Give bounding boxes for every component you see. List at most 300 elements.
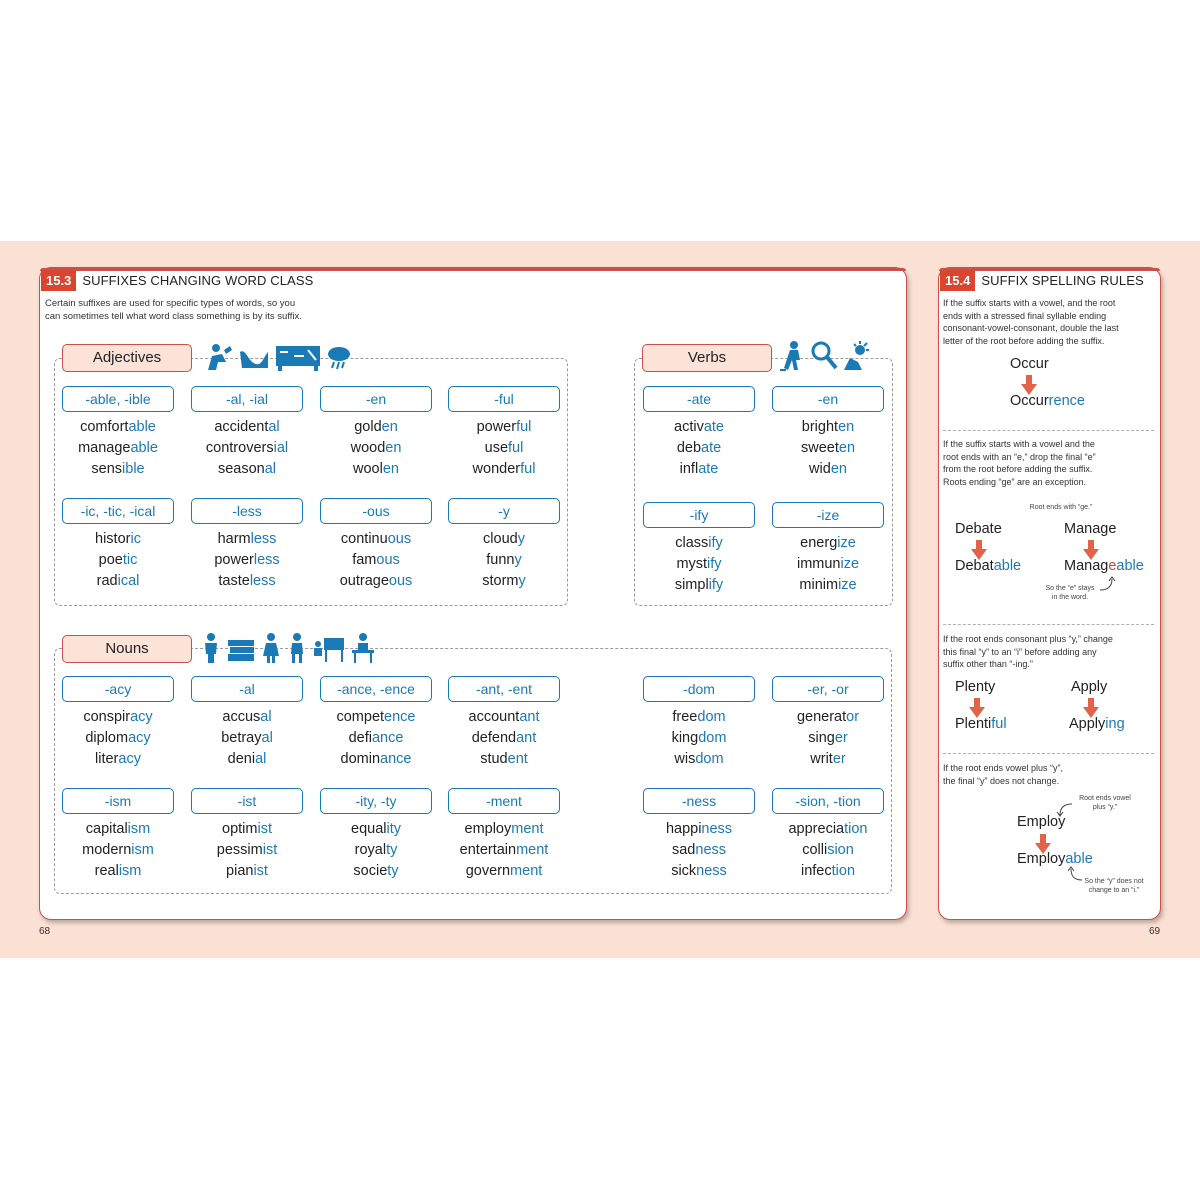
example-word bbox=[54, 707, 182, 728]
word-suffix: able bbox=[130, 440, 158, 456]
down-arrow-icon bbox=[971, 540, 987, 560]
rule-4-note-bottom bbox=[1078, 877, 1150, 895]
suffix-box: -en bbox=[772, 386, 884, 412]
word-root: wood bbox=[350, 440, 386, 456]
example-word bbox=[764, 575, 892, 596]
magnifier-icon bbox=[810, 340, 838, 372]
word-suffix: acy bbox=[130, 709, 153, 725]
down-arrow-icon bbox=[1083, 698, 1099, 718]
rule-line: If the root ends consonant plus “y,” change bbox=[943, 634, 1113, 644]
example-words bbox=[312, 417, 440, 480]
example-word bbox=[54, 571, 182, 592]
word-suffix: less bbox=[250, 531, 277, 547]
suffix-box: -sion, -tion bbox=[772, 788, 884, 814]
example-word bbox=[764, 554, 892, 575]
example-words bbox=[764, 707, 892, 770]
example-word bbox=[183, 529, 311, 550]
example-words bbox=[440, 417, 568, 480]
example-word bbox=[440, 728, 568, 749]
note-line: Root ends vowel bbox=[1079, 795, 1131, 802]
note-line: change to an “i.” bbox=[1088, 887, 1140, 894]
word-root: apprecia bbox=[788, 821, 845, 837]
suffix-box: -ous bbox=[320, 498, 432, 524]
example-word bbox=[764, 533, 892, 554]
suffix-box: -al, -ial bbox=[191, 386, 303, 412]
example-word bbox=[635, 861, 763, 882]
word-root: entertain bbox=[459, 842, 517, 858]
rule-2-ex1-result bbox=[955, 558, 1021, 574]
suffix-box: -ful bbox=[448, 386, 560, 412]
example-word bbox=[312, 550, 440, 571]
word-root: king bbox=[671, 730, 699, 746]
word-root: real bbox=[94, 863, 119, 879]
word-suffix: or bbox=[846, 709, 860, 725]
section-title: SUFFIXES CHANGING WORD CLASS bbox=[82, 273, 314, 288]
example-words bbox=[635, 417, 763, 480]
powerful-arm-icon bbox=[238, 342, 270, 372]
example-word bbox=[54, 529, 182, 550]
word-root: funn bbox=[486, 552, 515, 568]
word-root: immun bbox=[796, 556, 841, 572]
word-suffix: al bbox=[260, 709, 272, 725]
word-root: comfort bbox=[80, 419, 129, 435]
word-root: free bbox=[672, 709, 698, 725]
word-suffix: ify bbox=[708, 535, 723, 551]
word-root: pian bbox=[226, 863, 254, 879]
activate-person-icon bbox=[778, 340, 806, 372]
word-root: power bbox=[214, 552, 254, 568]
word-root: wonder bbox=[472, 461, 521, 477]
word-suffix: dom bbox=[697, 709, 726, 725]
word-root: govern bbox=[465, 863, 511, 879]
down-arrow-icon bbox=[1083, 540, 1099, 560]
example-word bbox=[183, 707, 311, 728]
rule-1-root: Occur bbox=[1010, 356, 1049, 372]
word-suffix: tion bbox=[844, 821, 868, 837]
down-arrow-icon bbox=[1021, 375, 1037, 395]
suffix-box: -ity, -ty bbox=[320, 788, 432, 814]
word-root: modern bbox=[82, 842, 132, 858]
suffix-box: -ate bbox=[643, 386, 755, 412]
example-words bbox=[635, 707, 763, 770]
example-word bbox=[54, 438, 182, 459]
word-root: harm bbox=[217, 531, 251, 547]
word-suffix: y bbox=[517, 531, 525, 547]
word-suffix: ent bbox=[507, 751, 528, 767]
page-number-left: 68 bbox=[39, 926, 51, 937]
example-word bbox=[635, 840, 763, 861]
word-root: manage bbox=[78, 440, 131, 456]
example-word bbox=[635, 417, 763, 438]
intro-text bbox=[45, 297, 302, 323]
example-word bbox=[312, 749, 440, 770]
example-word bbox=[54, 550, 182, 571]
word-suffix: ical bbox=[117, 573, 140, 589]
example-words bbox=[183, 529, 311, 592]
word-root: defend bbox=[471, 730, 517, 746]
example-word bbox=[764, 707, 892, 728]
word-suffix: ful bbox=[520, 461, 536, 477]
rule-2-ex2-result bbox=[1064, 558, 1144, 574]
word-suffix: dom bbox=[698, 730, 727, 746]
example-word bbox=[183, 861, 311, 882]
result-suffix: able bbox=[993, 558, 1022, 574]
word-root: deb bbox=[676, 440, 702, 456]
note-line: So the “y” does not bbox=[1084, 878, 1144, 885]
example-word bbox=[183, 459, 311, 480]
word-root: cloud bbox=[483, 531, 518, 547]
example-words bbox=[635, 533, 763, 596]
example-word bbox=[635, 438, 763, 459]
student-icon bbox=[286, 632, 308, 664]
suffix-box: -ist bbox=[191, 788, 303, 814]
word-root: sick bbox=[671, 863, 697, 879]
result-root: Manag bbox=[1064, 558, 1109, 574]
section-number: 15.3 bbox=[41, 270, 76, 291]
word-root: minim bbox=[799, 577, 839, 593]
example-word bbox=[312, 417, 440, 438]
word-root: bright bbox=[801, 419, 839, 435]
result-suffix: able bbox=[1116, 558, 1144, 574]
section-title: SUFFIX SPELLING RULES bbox=[981, 273, 1144, 288]
rule-line: this final “y” to an “i” before adding any bbox=[943, 646, 1097, 657]
example-words bbox=[764, 819, 892, 882]
example-word bbox=[183, 571, 311, 592]
word-root: capital bbox=[85, 821, 128, 837]
suffix-box: -ic, -tic, -ical bbox=[62, 498, 174, 524]
word-root: sing bbox=[808, 730, 835, 746]
word-suffix: er bbox=[832, 751, 846, 767]
word-suffix: ance bbox=[371, 730, 404, 746]
section-number: 15.4 bbox=[940, 270, 975, 291]
rule-line: Roots ending “ge” are an exception. bbox=[943, 476, 1087, 487]
example-word bbox=[764, 819, 892, 840]
example-word bbox=[183, 840, 311, 861]
word-root: happi bbox=[665, 821, 702, 837]
rule-3-ex2-root: Apply bbox=[1071, 679, 1108, 695]
word-root: equal bbox=[351, 821, 387, 837]
word-root: season bbox=[217, 461, 265, 477]
result-root: Apply bbox=[1069, 716, 1106, 732]
rule-3-text bbox=[943, 633, 1113, 671]
example-word bbox=[635, 728, 763, 749]
suffix-box: -er, -or bbox=[772, 676, 884, 702]
woman-icon bbox=[260, 632, 282, 664]
word-root: taste bbox=[218, 573, 250, 589]
rule-divider bbox=[943, 753, 1154, 754]
rule-line: If the suffix starts with a vowel and the bbox=[943, 439, 1095, 449]
word-suffix: sion bbox=[827, 842, 854, 858]
rule-3-ex1-root: Plenty bbox=[955, 679, 996, 695]
example-word bbox=[764, 417, 892, 438]
word-suffix: ism bbox=[118, 863, 142, 879]
word-suffix: al bbox=[261, 730, 273, 746]
example-word bbox=[54, 840, 182, 861]
word-root: domin bbox=[340, 751, 381, 767]
word-suffix: er bbox=[834, 730, 848, 746]
adjective-icons bbox=[202, 342, 352, 372]
word-root: account bbox=[468, 709, 520, 725]
example-word bbox=[635, 554, 763, 575]
word-root: controvers bbox=[205, 440, 274, 456]
curved-arrow-icon bbox=[1098, 576, 1116, 592]
word-root: defi bbox=[348, 730, 372, 746]
result-suffix: ing bbox=[1105, 716, 1125, 732]
wooden-furniture-icon bbox=[274, 342, 322, 372]
comfortable-person-icon bbox=[202, 342, 234, 372]
suffix-box: -al bbox=[191, 676, 303, 702]
example-word bbox=[183, 438, 311, 459]
word-suffix: ment bbox=[516, 842, 549, 858]
word-root: sweet bbox=[800, 440, 839, 456]
rule-line: suffix other than “-ing.” bbox=[943, 659, 1033, 669]
example-word bbox=[440, 438, 568, 459]
example-word bbox=[183, 417, 311, 438]
example-word bbox=[764, 861, 892, 882]
word-suffix: less bbox=[249, 573, 276, 589]
result-kept-e: e bbox=[1108, 558, 1117, 574]
word-root: storm bbox=[482, 573, 519, 589]
page-number-right: 69 bbox=[1149, 926, 1161, 937]
rule-divider bbox=[943, 624, 1154, 625]
stormy-cloud-icon bbox=[326, 342, 352, 372]
example-word bbox=[440, 707, 568, 728]
word-root: royal bbox=[354, 842, 387, 858]
word-suffix: ate bbox=[698, 461, 719, 477]
example-words bbox=[312, 707, 440, 770]
example-word bbox=[183, 749, 311, 770]
word-root: use bbox=[484, 440, 509, 456]
word-root: simpl bbox=[674, 577, 709, 593]
rule-2-text bbox=[943, 438, 1096, 488]
suffix-box: -ment bbox=[448, 788, 560, 814]
example-words bbox=[54, 529, 182, 592]
example-word bbox=[312, 571, 440, 592]
word-suffix: ible bbox=[122, 461, 145, 477]
suffix-box: -acy bbox=[62, 676, 174, 702]
word-suffix: ous bbox=[376, 552, 400, 568]
word-root: outrage bbox=[339, 573, 389, 589]
example-words bbox=[440, 707, 568, 770]
word-suffix: ize bbox=[840, 556, 860, 572]
word-root: power bbox=[476, 419, 517, 435]
writer-desk-icon bbox=[350, 632, 376, 664]
example-word bbox=[312, 707, 440, 728]
section-header-15-4 bbox=[940, 270, 1144, 291]
word-root: colli bbox=[802, 842, 828, 858]
rule-divider bbox=[943, 430, 1154, 431]
word-suffix: en bbox=[385, 440, 402, 456]
word-root: conspir bbox=[83, 709, 131, 725]
word-suffix: ness bbox=[696, 863, 727, 879]
intro-line: can sometimes tell what word class something is by its suffix. bbox=[45, 311, 302, 322]
suffix-box: -ify bbox=[643, 502, 755, 528]
down-arrow-icon bbox=[969, 698, 985, 718]
word-suffix: ence bbox=[384, 709, 416, 725]
result-suffix: ful bbox=[991, 716, 1007, 732]
word-suffix: ant bbox=[519, 709, 540, 725]
rule-4-root: Employ bbox=[1017, 814, 1066, 830]
rule-line: from the root before adding the suffix. bbox=[943, 464, 1093, 474]
example-word bbox=[54, 459, 182, 480]
word-root: compet bbox=[336, 709, 385, 725]
example-words bbox=[183, 707, 311, 770]
word-root: infec bbox=[800, 863, 832, 879]
example-word bbox=[764, 438, 892, 459]
section-header-15-3 bbox=[41, 270, 313, 291]
example-words bbox=[764, 533, 892, 596]
word-root: histor bbox=[95, 531, 131, 547]
rule-3-ex1-result bbox=[955, 716, 1007, 732]
example-word bbox=[764, 840, 892, 861]
word-suffix: ness bbox=[701, 821, 733, 837]
rule-1-text bbox=[943, 297, 1119, 347]
example-word bbox=[54, 819, 182, 840]
word-suffix: ness bbox=[695, 842, 727, 858]
example-words bbox=[54, 707, 182, 770]
word-suffix: ial bbox=[273, 440, 289, 456]
example-word bbox=[764, 749, 892, 770]
example-words bbox=[54, 819, 182, 882]
person-icon bbox=[200, 632, 222, 664]
word-suffix: ify bbox=[708, 577, 724, 593]
example-word bbox=[312, 840, 440, 861]
rule-line: root ends with an “e,” drop the final “e” bbox=[943, 451, 1096, 462]
rule-1-result bbox=[1010, 393, 1085, 409]
rule-line: If the suffix starts with a vowel, and the root bbox=[943, 298, 1116, 308]
word-suffix: al bbox=[255, 751, 267, 767]
rule-line: consonant-vowel-consonant, double the last bbox=[943, 323, 1119, 333]
word-root: writ bbox=[810, 751, 833, 767]
word-root: deni bbox=[227, 751, 256, 767]
word-suffix: en bbox=[838, 419, 855, 435]
word-root: myst bbox=[676, 556, 708, 572]
example-words bbox=[312, 819, 440, 882]
word-suffix: dom bbox=[695, 751, 724, 767]
word-root: socie bbox=[353, 863, 388, 879]
word-root: class bbox=[675, 535, 709, 551]
word-suffix: y bbox=[514, 552, 522, 568]
example-word bbox=[312, 438, 440, 459]
example-word bbox=[440, 417, 568, 438]
word-suffix: ty bbox=[387, 863, 399, 879]
noun-icons bbox=[200, 632, 376, 664]
suffix-box: -y bbox=[448, 498, 560, 524]
example-word bbox=[440, 819, 568, 840]
suffix-box: -less bbox=[191, 498, 303, 524]
result-root: Plenti bbox=[955, 716, 992, 732]
note-line: So the “e” stays bbox=[1045, 585, 1095, 592]
suffix-box: -ance, -ence bbox=[320, 676, 432, 702]
word-suffix: ity bbox=[386, 821, 401, 837]
example-word bbox=[635, 707, 763, 728]
example-word bbox=[635, 749, 763, 770]
word-suffix: en bbox=[381, 419, 398, 435]
example-word bbox=[764, 728, 892, 749]
note-line: in the word. bbox=[1051, 594, 1089, 601]
suffix-box: -dom bbox=[643, 676, 755, 702]
example-word bbox=[312, 819, 440, 840]
word-suffix: ic bbox=[130, 531, 141, 547]
word-suffix: able bbox=[128, 419, 156, 435]
example-word bbox=[440, 459, 568, 480]
word-suffix: ment bbox=[511, 821, 544, 837]
word-root: poe bbox=[98, 552, 123, 568]
word-suffix: ify bbox=[707, 556, 722, 572]
books-icon bbox=[226, 632, 256, 664]
word-root: rad bbox=[96, 573, 118, 589]
word-root: generat bbox=[796, 709, 847, 725]
word-suffix: ate bbox=[701, 440, 722, 456]
word-root: energ bbox=[800, 535, 838, 551]
rule-3-ex2-result bbox=[1069, 716, 1125, 732]
word-root: accident bbox=[214, 419, 269, 435]
word-suffix: ist bbox=[257, 821, 272, 837]
word-root: wis bbox=[674, 751, 696, 767]
verbs-label: Verbs bbox=[642, 344, 772, 372]
word-suffix: ful bbox=[516, 419, 532, 435]
word-suffix: ize bbox=[838, 577, 857, 593]
example-word bbox=[312, 861, 440, 882]
example-word bbox=[183, 819, 311, 840]
word-suffix: ty bbox=[386, 842, 398, 858]
rule-line: If the root ends vowel plus “y”, bbox=[943, 763, 1064, 773]
result-root: Employ bbox=[1017, 851, 1066, 867]
example-words bbox=[440, 819, 568, 882]
suffix-box: -ness bbox=[643, 788, 755, 814]
word-suffix: ful bbox=[508, 440, 524, 456]
word-root: sad bbox=[671, 842, 696, 858]
word-root: optim bbox=[222, 821, 258, 837]
word-root: accus bbox=[222, 709, 261, 725]
example-word bbox=[54, 417, 182, 438]
word-suffix: tic bbox=[122, 552, 138, 568]
example-word bbox=[183, 728, 311, 749]
word-suffix: ant bbox=[516, 730, 537, 746]
example-word bbox=[312, 728, 440, 749]
word-root: diplom bbox=[85, 730, 129, 746]
example-words bbox=[312, 529, 440, 592]
word-suffix: ous bbox=[387, 531, 412, 547]
word-suffix: ism bbox=[127, 821, 151, 837]
verb-icons bbox=[778, 340, 872, 372]
rule-4-result bbox=[1017, 851, 1093, 867]
word-root: infl bbox=[679, 461, 699, 477]
suffix-box: -en bbox=[320, 386, 432, 412]
example-word bbox=[440, 550, 568, 571]
example-words bbox=[764, 417, 892, 480]
word-suffix: ize bbox=[837, 535, 856, 551]
example-word bbox=[440, 749, 568, 770]
word-root: activ bbox=[674, 419, 704, 435]
word-suffix: y bbox=[518, 573, 526, 589]
suffix-box: -ism bbox=[62, 788, 174, 814]
word-root: pessim bbox=[216, 842, 263, 858]
intro-line: Certain suffixes are used for specific types of words, so you bbox=[45, 298, 296, 309]
word-root: employ bbox=[464, 821, 512, 837]
result-root: Occur bbox=[1010, 393, 1049, 409]
note-line: plus “y.” bbox=[1092, 804, 1118, 811]
example-word bbox=[635, 533, 763, 554]
example-word bbox=[312, 459, 440, 480]
word-root: stud bbox=[480, 751, 508, 767]
word-suffix: ism bbox=[131, 842, 154, 858]
example-words bbox=[54, 417, 182, 480]
result-suffix: able bbox=[1065, 851, 1093, 867]
rule-line: the final “y” does not change. bbox=[943, 775, 1060, 786]
word-suffix: al bbox=[268, 419, 280, 435]
word-suffix: less bbox=[253, 552, 280, 568]
